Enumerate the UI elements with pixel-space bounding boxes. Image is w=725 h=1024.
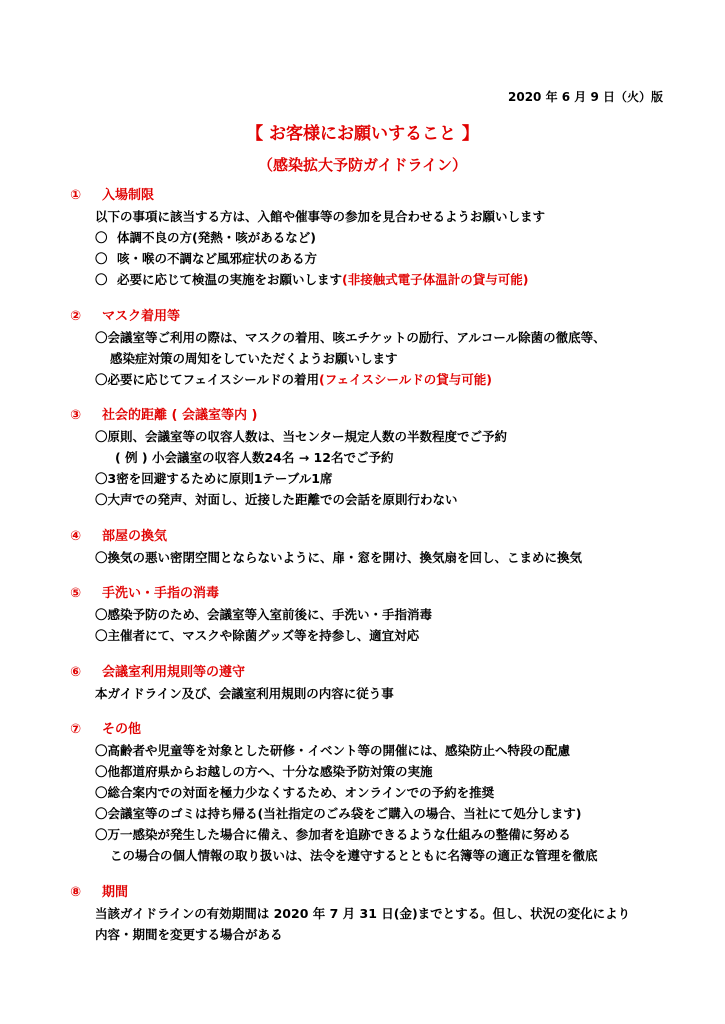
section-4-line-1: 〇換気の悪い密閉空間とならないように、扉・窓を開け、換気扇を回し、こまめに換気 (95, 550, 583, 565)
section-3-heading (70, 404, 257, 423)
section-7-line-1: 〇高齢者や児童等を対象とした研修・イベント等の開催には、感染防止へ特段の配慮 (95, 743, 571, 758)
section-6-heading (70, 661, 245, 680)
section-number: ⑥ (70, 665, 82, 680)
section-1-line-4: 〇 必要に応じて検温の実施をお願いします(非接触式電子体温計の貸与可能) (95, 272, 529, 287)
section-7-line-4: 〇会議室等のゴミは持ち帰る(当社指定のごみ袋をご購入の場合、当社にて処分します) (95, 806, 582, 821)
section-title: その他 (102, 722, 142, 737)
section-title: 会議室利用規則等の遵守 (102, 665, 246, 680)
version-date: 2020 年 6 月 9 日（火）版 (508, 90, 663, 104)
page-title: 【 お客様にお願いすること 】 (246, 124, 479, 144)
section-7-heading (70, 718, 141, 737)
section-1-line-3: 〇 咳・喉の不調など風邪症状のある方 (95, 251, 318, 266)
section-8-line-1: 当該ガイドラインの有効期間は 2020 年 7 月 31 日(金)までとする。但し、状況の変化により (95, 906, 631, 921)
section-title: マスク着用等 (102, 309, 181, 324)
section-title: 部屋の換気 (102, 529, 168, 544)
section-2-line-2: 感染症対策の周知をしていただくようお願いします (110, 351, 398, 366)
section-title: 入場制限 (102, 188, 155, 203)
section-2-line-3: 〇必要に応じてフェイスシールドの着用(フェイスシールドの貸与可能) (95, 372, 492, 387)
section-8-heading (70, 881, 128, 900)
section-number: ⑤ (70, 586, 82, 601)
section-5-heading (70, 582, 219, 601)
circle-bullet: 〇 (95, 272, 108, 287)
section-3-line-1: 〇原則、会議室等の収容人数は、当センター規定人数の半数程度でご予約 (95, 429, 508, 444)
section-5-line-1: 〇感染予防のため、会議室等入室前後に、手洗い・手指消毒 (95, 607, 433, 622)
section-2-line-1: 〇会議室等ご利用の際は、マスクの着用、咳エチケットの励行、アルコール除菌の徹底等、 (95, 330, 606, 345)
section-7-line-6: この場合の個人情報の取り扱いは、法令を遵守するとともに名簿等の適正な管理を徹底 (110, 848, 598, 863)
section-3-line-3: 〇3密を回避するために原則1テーブル1席 (95, 471, 333, 486)
section-title: 手洗い・手指の消毒 (102, 586, 220, 601)
section-6-line-1: 本ガイドライン及び、会議室利用規則の内容に従う事 (95, 686, 394, 701)
section-8-line-2: 内容・期間を変更する場合がある (95, 927, 283, 942)
circle-bullet: 〇 (95, 251, 108, 266)
thermometer-loan-note: (非接触式電子体温計の貸与可能) (342, 272, 529, 287)
section-1-heading (70, 184, 154, 203)
section-4-heading (70, 525, 167, 544)
section-7-line-2: 〇他都道府県からお越しの方へ、十分な感染予防対策の実施 (95, 764, 433, 779)
section-number: ⑦ (70, 722, 82, 737)
section-number: ④ (70, 529, 82, 544)
section-5-line-2: 〇主催者にて、マスクや除菌グッズ等を持参し、適宜対応 (95, 628, 420, 643)
section-title: 社会的距離 ( 会議室等内 ) (102, 408, 258, 423)
section-number: ② (70, 309, 82, 324)
section-number: ⑧ (70, 885, 82, 900)
section-title: 期間 (102, 885, 129, 900)
section-1-line-2: 〇 体調不良の方(発熱・咳があるなど) (95, 230, 316, 245)
section-7-line-5: 〇万一感染が発生した場合に備え、参加者を追跡できるような仕組みの整備に努める (95, 827, 571, 842)
page-subtitle: （感染拡大予防ガイドライン） (257, 156, 468, 174)
circle-bullet: 〇 (95, 230, 108, 245)
section-3-line-4: 〇大声での発声、対面し、近接した距離での会話を原則行わない (95, 492, 458, 507)
section-number: ③ (70, 408, 82, 423)
section-1-line-1: 以下の事項に該当する方は、入館や催事等の参加を見合わせるようお願いします (95, 209, 546, 224)
section-7-line-3: 〇総合案内での対面を極力少なくするため、オンラインでの予約を推奨 (95, 785, 495, 800)
section-2-heading (70, 305, 180, 324)
face-shield-loan-note: (フェイスシールドの貸与可能) (319, 372, 492, 387)
section-number: ① (70, 188, 82, 203)
section-3-line-2: ( 例 ) 小会議室の収容人数24名 → 12名でご予約 (115, 450, 394, 465)
